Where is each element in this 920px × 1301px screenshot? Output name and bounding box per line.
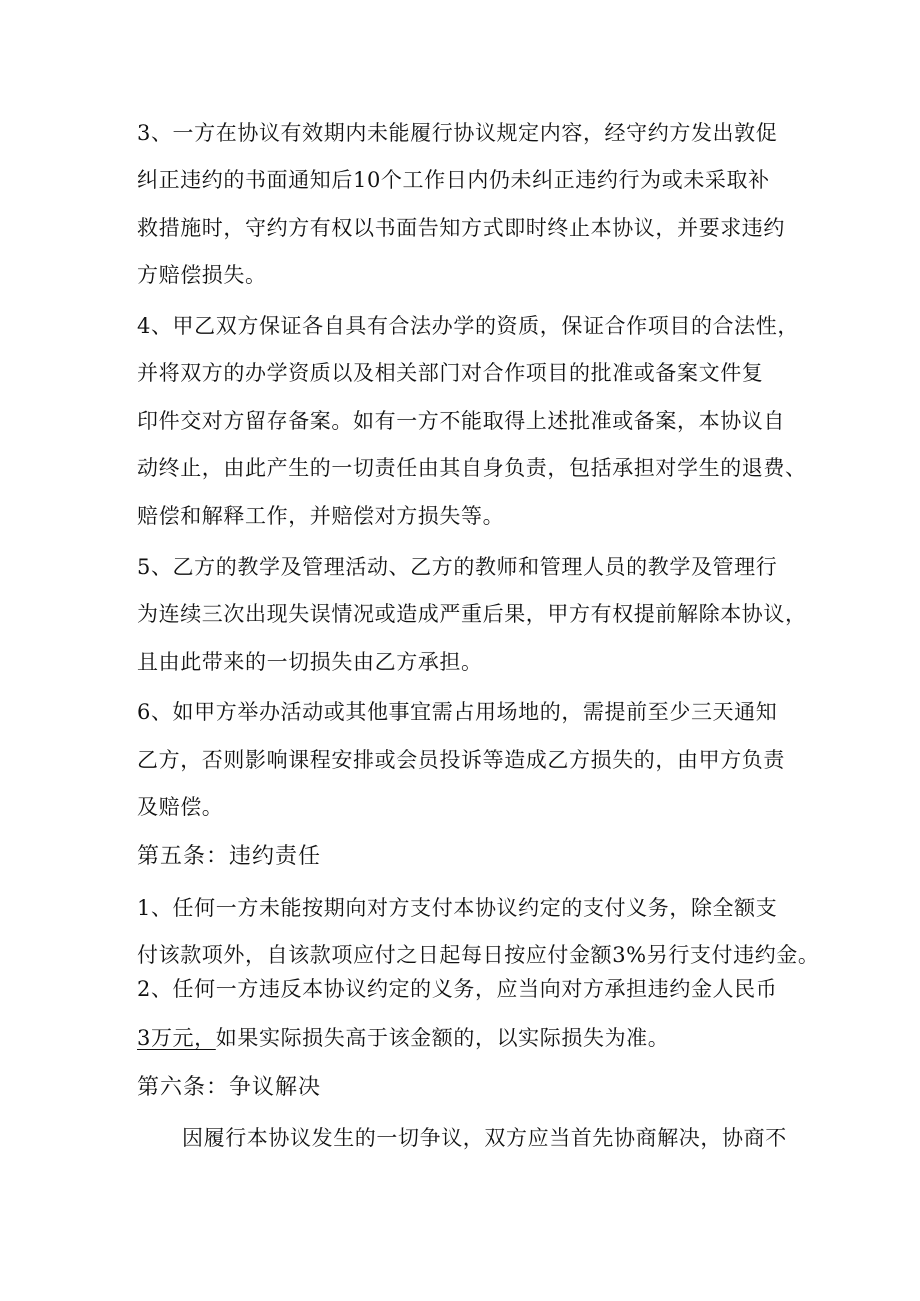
penalty-clause-text: 如果实际损失高于该金额的，以实际损失为准。 <box>215 1026 670 1050</box>
paragraph-line: 及赔偿。 <box>137 795 224 819</box>
paragraph-line: 且由此带来的一切损失由乙方承担。 <box>137 650 483 674</box>
paragraph-line: 救措施时，守约方有权以书面告知方式即时终止本协议，并要求违约 <box>137 216 785 240</box>
paragraph-line: 5、乙方的教学及管理活动、乙方的教师和管理人员的教学及管理行 <box>137 555 778 579</box>
paragraph-line: 3、一方在协议有效期内未能履行协议规定内容，经守约方发出敦促 <box>137 121 778 145</box>
paragraph-line: 乙方，否则影响课程安排或会员投诉等造成乙方损失的，由甲方负责 <box>137 748 785 772</box>
paragraph-line <box>137 1023 669 1053</box>
paragraph-line: 并将双方的办学资质以及相关部门对合作项目的批准或备案文件复 <box>137 361 764 385</box>
penalty-amount: 3万元， <box>137 1026 216 1050</box>
paragraph-line: 纠正违约的书面通知后10个工作日内仍未纠正违约行为或未采取补 <box>137 168 770 192</box>
paragraph-line: 付该款项外，自该款项应付之日起每日按应付金额3%另行支付违约金。 <box>137 943 820 967</box>
paragraph-line: 因履行本协议发生的一切争议，双方应当首先协商解决，协商不 <box>182 1126 787 1150</box>
section-heading-article-5: 第五条：违约责任 <box>137 844 322 869</box>
paragraph-line: 为连续三次出现失误情况或造成严重后果，甲方有权提前解除本协议， <box>137 602 807 626</box>
paragraph-line: 赔偿和解释工作，并赔偿对方损失等。 <box>137 504 505 528</box>
paragraph-line: 2、任何一方违反本协议约定的义务，应当向对方承担违约金人民币 <box>137 977 778 1001</box>
paragraph-line: 4、甲乙双方保证各自具有合法办学的资质，保证合作项目的合法性， <box>137 314 799 338</box>
paragraph-line: 1、任何一方未能按期向对方支付本协议约定的支付义务，除全额支 <box>137 896 778 920</box>
paragraph-line: 6、如甲方举办活动或其他事宜需占用场地的，需提前至少三天通知 <box>137 700 778 724</box>
paragraph-line: 印件交对方留存备案。如有一方不能取得上述批准或备案，本协议自 <box>137 409 785 433</box>
paragraph-line: 方赔偿损失。 <box>137 263 267 287</box>
section-heading-article-6: 第六条：争议解决 <box>137 1075 322 1100</box>
paragraph-line: 动终止，由此产生的一切责任由其自身负责，包括承担对学生的退费、 <box>137 456 807 480</box>
